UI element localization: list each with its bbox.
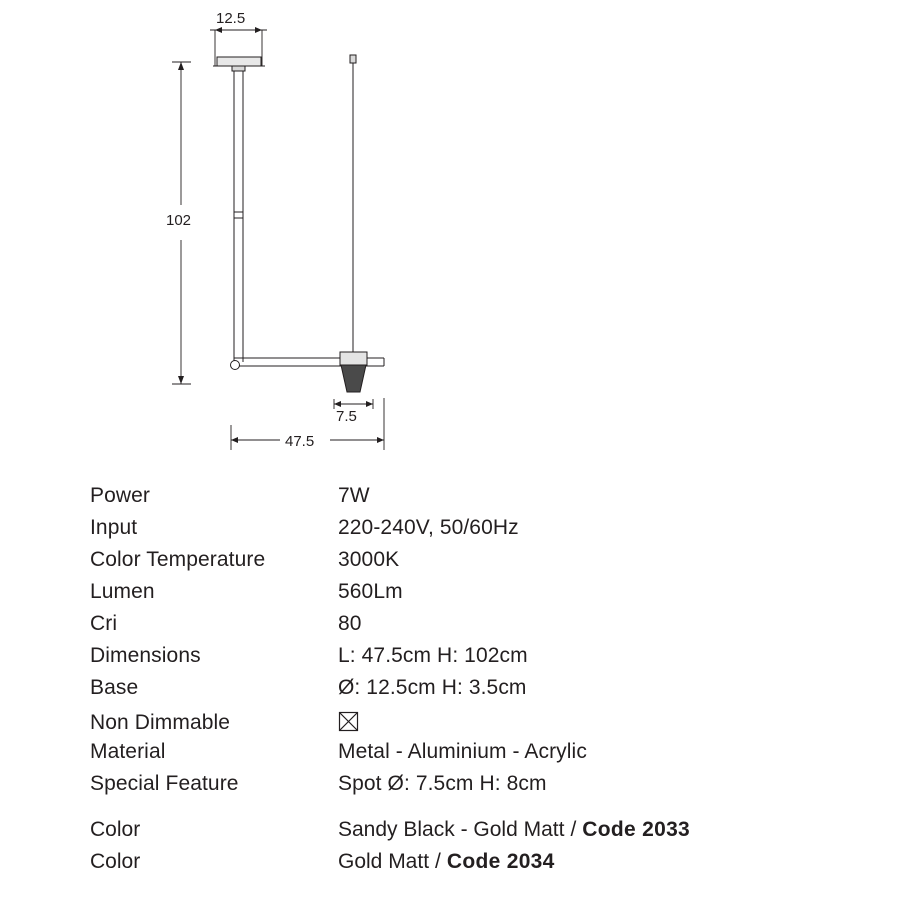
spec-value xyxy=(338,708,359,729)
spec-row-non-dimmable xyxy=(90,708,890,740)
spec-value: 7W xyxy=(338,484,370,507)
spec-key: Color Temperature xyxy=(90,548,266,571)
spec-key: Material xyxy=(90,740,166,763)
ceiling-canopy xyxy=(213,57,265,71)
spec-row xyxy=(90,516,890,548)
color-finish: Sandy Black - Gold Matt xyxy=(338,818,565,841)
vertical-drop-rod xyxy=(234,71,243,362)
spec-row xyxy=(90,740,890,772)
color-separator: / xyxy=(570,818,577,841)
spec-key: Input xyxy=(90,516,138,539)
spec-value: 560Lm xyxy=(338,580,403,603)
arm-end-ring xyxy=(231,361,240,370)
suspension-cable xyxy=(350,55,356,352)
dimension-label-base-diameter: 12.5 xyxy=(216,10,246,27)
spec-key: Dimensions xyxy=(90,644,201,667)
spec-value: 3000K xyxy=(338,548,400,571)
spot-head xyxy=(340,352,367,392)
color-key: Color xyxy=(90,850,141,873)
color-row xyxy=(90,818,890,850)
spec-value: 80 xyxy=(338,612,362,635)
color-code: Code 2033 xyxy=(582,818,691,841)
color-code: Code 2034 xyxy=(446,850,555,873)
spec-row xyxy=(90,548,890,580)
spec-key: Special Feature xyxy=(90,772,239,795)
spec-key: Non Dimmable xyxy=(90,711,231,734)
spec-key: Power xyxy=(90,484,151,507)
spec-value: 220-240V, 50/60Hz xyxy=(338,516,519,539)
color-code-list xyxy=(90,818,890,882)
color-value xyxy=(338,818,690,842)
spec-row xyxy=(90,772,890,804)
dimension-label-total-height: 102 xyxy=(166,212,192,229)
spec-value: Spot Ø: 7.5cm H: 8cm xyxy=(338,772,547,795)
spec-row xyxy=(90,644,890,676)
spec-value: Metal - Aluminium - Acrylic xyxy=(338,740,587,763)
spec-row xyxy=(90,580,890,612)
spec-key: Lumen xyxy=(90,580,155,603)
color-row xyxy=(90,850,890,882)
spec-key: Base xyxy=(90,676,139,699)
spec-value: Ø: 12.5cm H: 3.5cm xyxy=(338,676,527,699)
color-separator: / xyxy=(435,850,441,873)
specification-table xyxy=(90,484,890,804)
no-dimming-icon xyxy=(338,711,359,732)
spec-key: Cri xyxy=(90,612,118,635)
color-key: Color xyxy=(90,818,141,841)
spec-row xyxy=(90,484,890,516)
color-finish: Gold Matt xyxy=(338,850,430,873)
dimension-label-total-length: 47.5 xyxy=(285,433,315,450)
spec-row xyxy=(90,612,890,644)
color-value xyxy=(338,850,555,874)
spec-value: L: 47.5cm H: 102cm xyxy=(338,644,528,667)
dimension-label-spot-diameter: 7.5 xyxy=(336,408,357,425)
spec-row xyxy=(90,676,890,708)
